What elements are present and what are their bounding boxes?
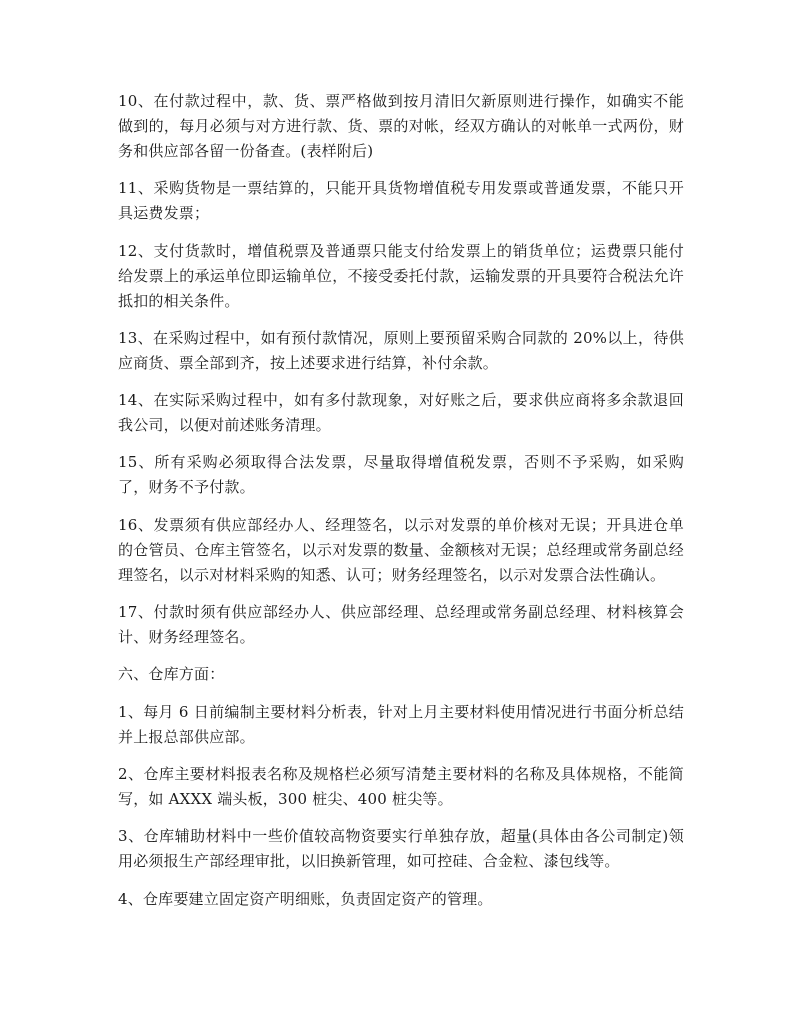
paragraph-item-16: 16、发票须有供应部经办人、经理签名，以示对发票的单价核对无误；开具进仓单的仓管员、仓库主管签名，以示对发票的数量、金额核对无误；总经理或常务副总经理签名，以示对材料采购的知悉、认可；财务经理签名，以示对发票合法性确认。 xyxy=(118,515,684,584)
paragraph-item-10: 10、在付款过程中，款、货、票严格做到按月清旧欠新原则进行操作，如确实不能做到的，每月必须与对方进行款、货、票的对帐，经双方确认的对帐单一式两份，财务和供应部各留一份备查。(表样附后) xyxy=(118,92,684,160)
section-heading-warehouse: 六、仓库方面： xyxy=(118,665,225,684)
warehouse-item-3: 3、仓库辅助材料中一些价值较高物资要实行单独存放，超量(具体由各公司制定)领用必须报生产部经理审批，以旧换新管理，如可控硅、合金粒、漆包线等。 xyxy=(118,827,684,871)
paragraph-item-13: 13、在采购过程中，如有预付款情况，原则上要预留采购合同款的 20%以上，待供应商货、票全部到齐，按上述要求进行结算，补付余款。 xyxy=(118,328,684,372)
document-page xyxy=(118,89,684,924)
paragraph-item-14: 14、在实际采购过程中，如有多付款现象，对好账之后，要求供应商将多余款退回我公司，以便对前述账务清理。 xyxy=(118,391,684,435)
paragraph-item-12: 12、支付货款时，增值税票及普通票只能支付给发票上的销货单位；运费票只能付给发票上的承运单位即运输单位，不接受委托付款，运输发票的开具要符合税法允许抵扣的相关条件。 xyxy=(118,241,684,310)
paragraph-item-17: 17、付款时须有供应部经办人、供应部经理、总经理或常务副总经理、材料核算会计、财务经理签名。 xyxy=(118,603,684,647)
paragraph-item-11: 11、采购货物是一票结算的，只能开具货物增值税专用发票或普通发票，不能只开具运费发票； xyxy=(118,179,684,223)
warehouse-item-4: 4、仓库要建立固定资产明细账，负责固定资产的管理。 xyxy=(118,889,493,908)
paragraph-item-15: 15、所有采购必须取得合法发票，尽量取得增值税发票，否则不予采购，如采购了，财务不予付款。 xyxy=(118,453,684,497)
warehouse-item-1: 1、每月 6 日前编制主要材料分析表，针对上月主要材料使用情况进行书面分析总结并上报总部供应部。 xyxy=(118,702,684,746)
warehouse-item-2: 2、仓库主要材料报表名称及规格栏必须写清楚主要材料的名称及具体规格，不能简写，如 AXXX 端头板，300 桩尖、400 桩尖等。 xyxy=(118,764,684,808)
